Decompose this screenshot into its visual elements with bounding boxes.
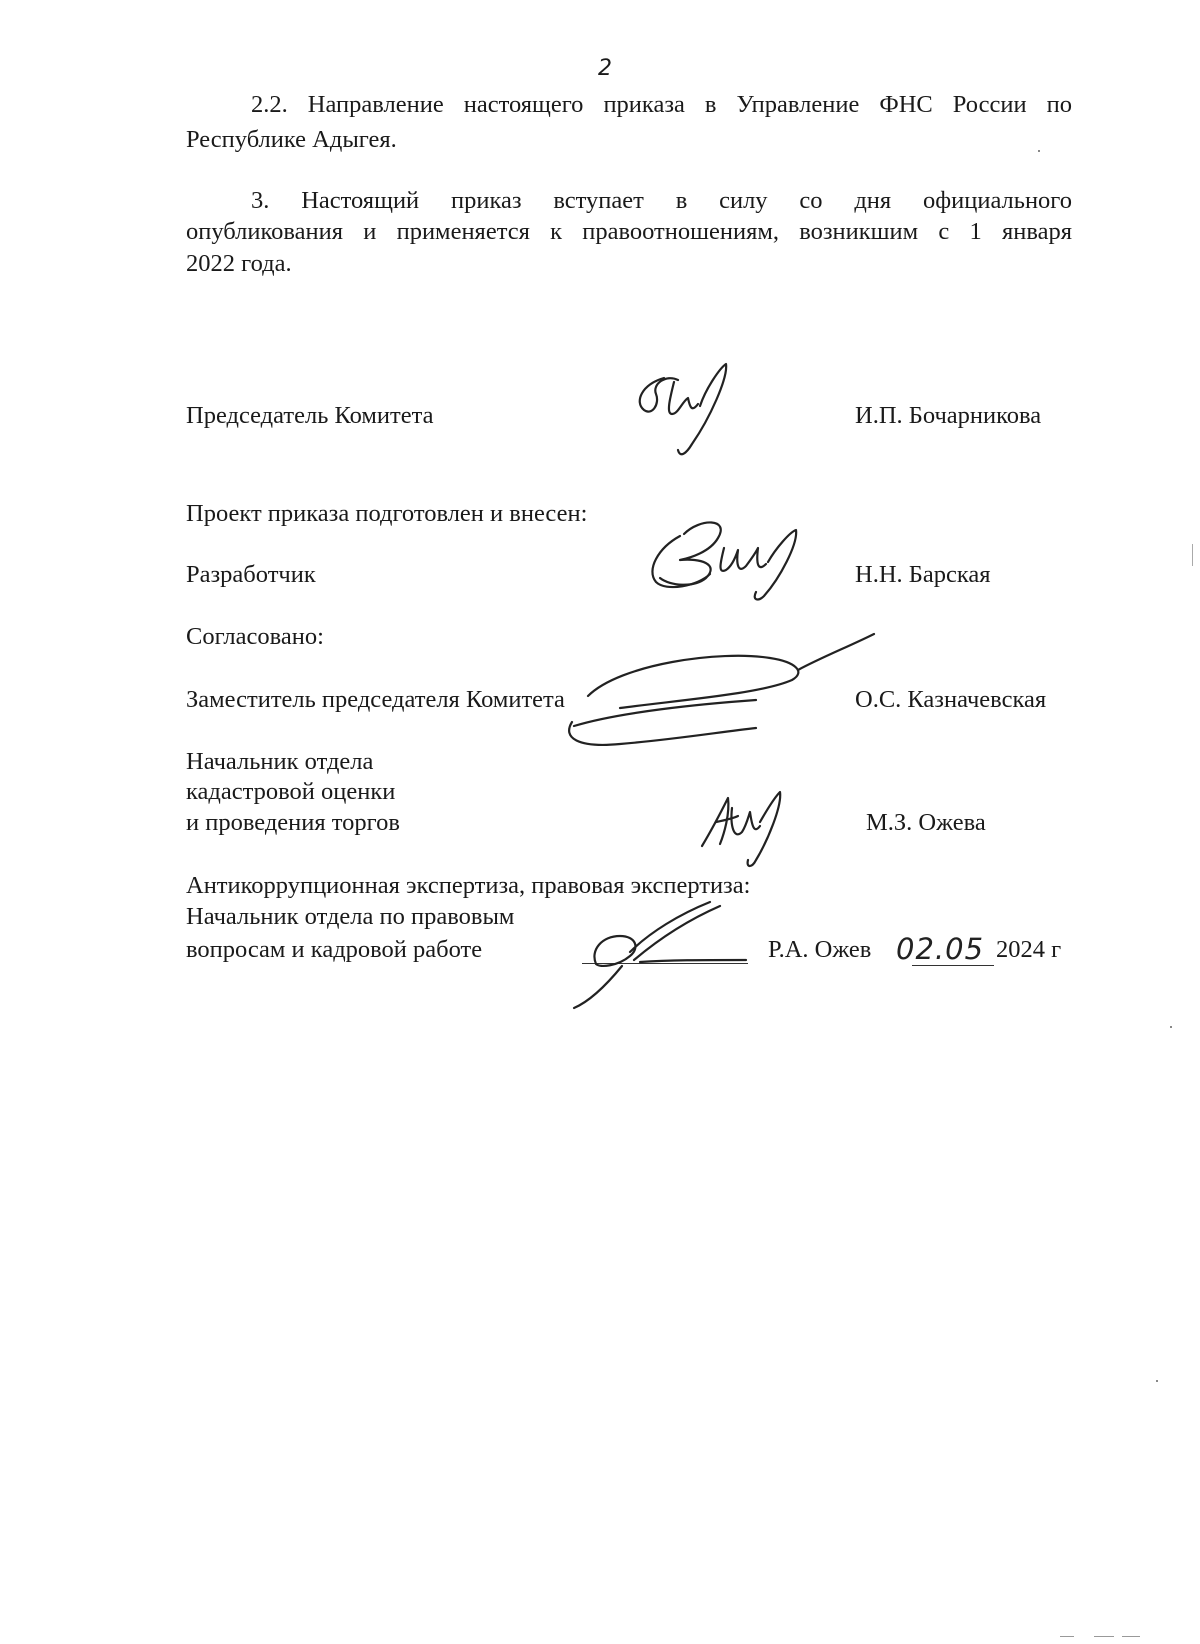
deputy-signature	[560, 628, 880, 758]
page-number: 2	[598, 56, 612, 81]
scan-edge-mark	[1192, 544, 1193, 566]
scan-speck	[1060, 1636, 1074, 1637]
head-dept-title-line-1: Начальник отдела	[186, 748, 374, 775]
deputy-title: Заместитель председателя Комитета	[186, 686, 565, 713]
agreed-header: Согласовано:	[186, 623, 324, 650]
paragraph-2-2-line-2: Республике Адыгея.	[186, 126, 397, 153]
paragraph-3-line-2: опубликования и применяется к правоотношениям, возникшим с 1 января	[186, 218, 1072, 245]
legal-signature	[560, 892, 760, 1012]
legal-date-underline	[912, 965, 994, 966]
scan-speck	[1038, 150, 1040, 152]
paragraph-2-2-line-1: 2.2. Направление настоящего приказа в Управление ФНС России по	[251, 91, 1072, 118]
legal-date-handwritten: 02.05	[896, 932, 985, 966]
scan-speck	[1122, 1636, 1140, 1637]
scan-speck	[1094, 1636, 1114, 1637]
chairman-signature	[630, 358, 750, 468]
developer-name: Н.Н. Барская	[855, 561, 991, 588]
scan-speck	[1156, 1380, 1158, 1382]
chairman-name: И.П. Бочарникова	[855, 402, 1042, 429]
paragraph-3-line-1: 3. Настоящий приказ вступает в силу со дня официального	[251, 187, 1072, 214]
prepared-header: Проект приказа подготовлен и внесен:	[186, 500, 588, 527]
legal-name: Р.А. Ожев	[768, 936, 872, 963]
head-dept-title-line-2: кадастровой оценки	[186, 778, 396, 805]
legal-title-line-1: Начальник отдела по правовым	[186, 903, 515, 930]
paragraph-3-line-3: 2022 года.	[186, 250, 292, 277]
chairman-title: Председатель Комитета	[186, 402, 434, 429]
head-dept-signature	[694, 778, 804, 878]
head-dept-name: М.З. Ожева	[866, 809, 986, 836]
scan-speck	[1170, 1026, 1172, 1028]
legal-year: 2024 г	[996, 936, 1062, 963]
expertise-header: Антикоррупционная экспертиза, правовая экспертиза:	[186, 872, 751, 899]
deputy-name: О.С. Казначевская	[855, 686, 1047, 713]
developer-title: Разработчик	[186, 561, 316, 588]
legal-title-line-2: вопросам и кадровой работе	[186, 936, 483, 963]
head-dept-title-line-3: и проведения торгов	[186, 809, 400, 836]
developer-signature	[640, 508, 820, 608]
